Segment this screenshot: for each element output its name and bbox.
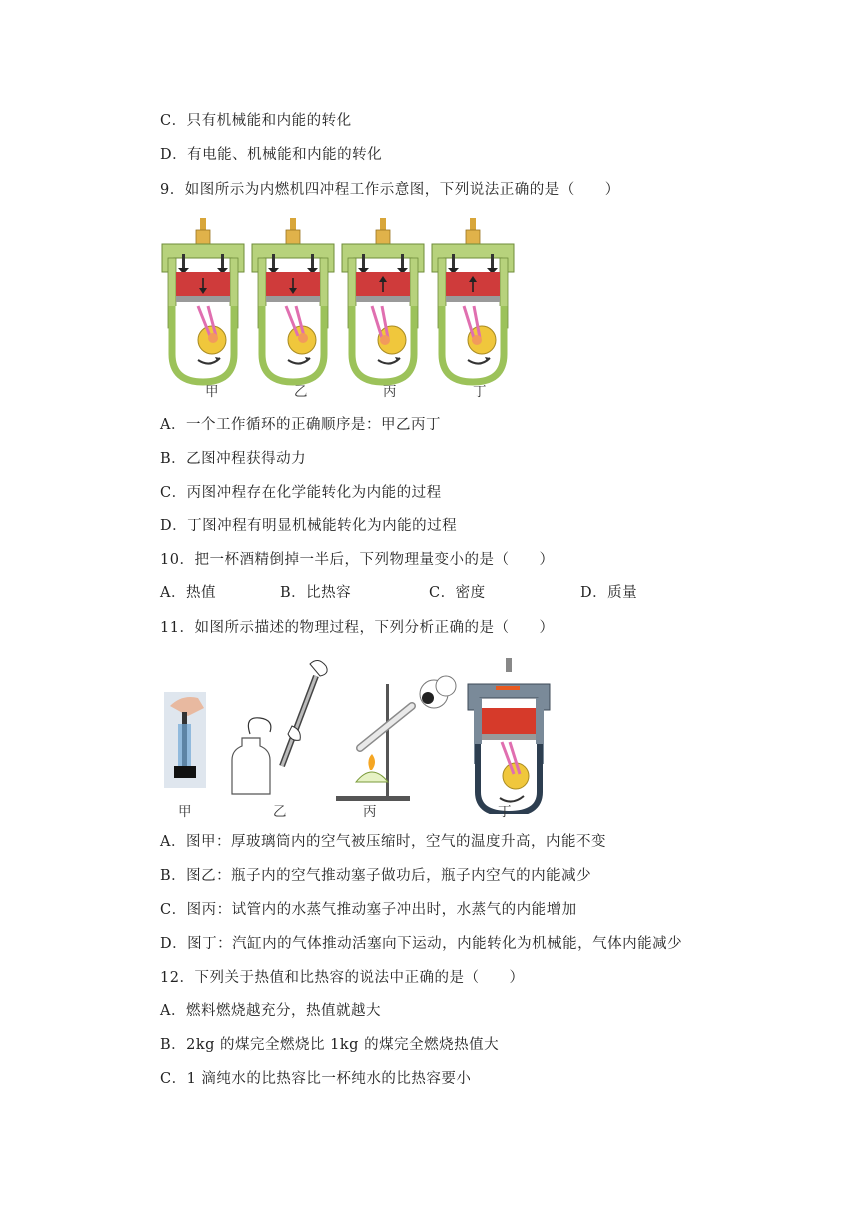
q11-caption-yi: 乙 [273,804,287,820]
q10-option-d: D．质量 [580,585,638,601]
q9-option-b: B．乙图冲程获得动力 [160,451,307,467]
question-9: 9．如图所示为内燃机四冲程工作示意图，下列说法正确的是（ ） [160,182,620,198]
q11-option-b: B．图乙：瓶子内的空气推动塞子做功后，瓶子内空气的内能减少 [160,868,592,884]
q12-option-b: B．2kg 的煤完全燃烧比 1kg 的煤完全燃烧热值大 [160,1037,500,1053]
q11-caption-bing: 丙 [363,804,377,820]
q9-caption-jia: 甲 [205,384,219,400]
q10-option-a: A．热值 [160,585,216,601]
q12-option-c: C．1 滴纯水的比热容比一杯纯水的比热容要小 [160,1071,472,1087]
q11-option-d: D．图丁：汽缸内的气体推动活塞向下运动，内能转化为机械能，气体内能减少 [160,936,683,952]
q8-option-c: C．只有机械能和内能的转化 [160,113,352,129]
q9-caption-yi: 乙 [294,384,308,400]
q9-option-c: C．丙图冲程存在化学能转化为内能的过程 [160,485,442,501]
q8-option-d: D．有电能、机械能和内能的转化 [160,147,383,163]
q11-caption-jia: 甲 [178,804,192,820]
question-10: 10．把一杯酒精倒掉一半后，下列物理量变小的是（ ） [160,552,555,568]
engine-power-stroke-illustration [468,658,550,814]
question-11: 11．如图所示描述的物理过程，下列分析正确的是（ ） [160,620,555,636]
q9-caption-bing: 丙 [383,384,397,400]
test-tube-heating-illustration [336,676,456,801]
q9-caption-ding: 丁 [473,384,487,400]
bottle-pump-illustration [232,660,327,794]
q11-option-c: C．图丙：试管内的水蒸气推动塞子冲出时，水蒸气的内能增加 [160,902,577,918]
q12-option-a: A．燃料燃烧越充分，热值就越大 [160,1003,381,1019]
q10-option-b: B．比热容 [280,585,352,601]
engine-strokes-figure [158,214,518,394]
q9-option-d: D．丁图冲程有明显机械能转化为内能的过程 [160,518,458,534]
q11-caption-ding: 丁 [498,804,512,820]
q9-option-a: A．一个工作循环的正确顺序是：甲乙丙丁 [160,417,441,433]
q11-option-a: A．图甲：厚玻璃筒内的空气被压缩时，空气的温度升高，内能不变 [160,834,606,850]
question-12: 12．下列关于热值和比热容的说法中正确的是（ ） [160,970,525,986]
physics-processes-figure [160,654,560,814]
compression-cylinder-illustration [164,692,206,788]
q10-option-c: C．密度 [429,585,486,601]
